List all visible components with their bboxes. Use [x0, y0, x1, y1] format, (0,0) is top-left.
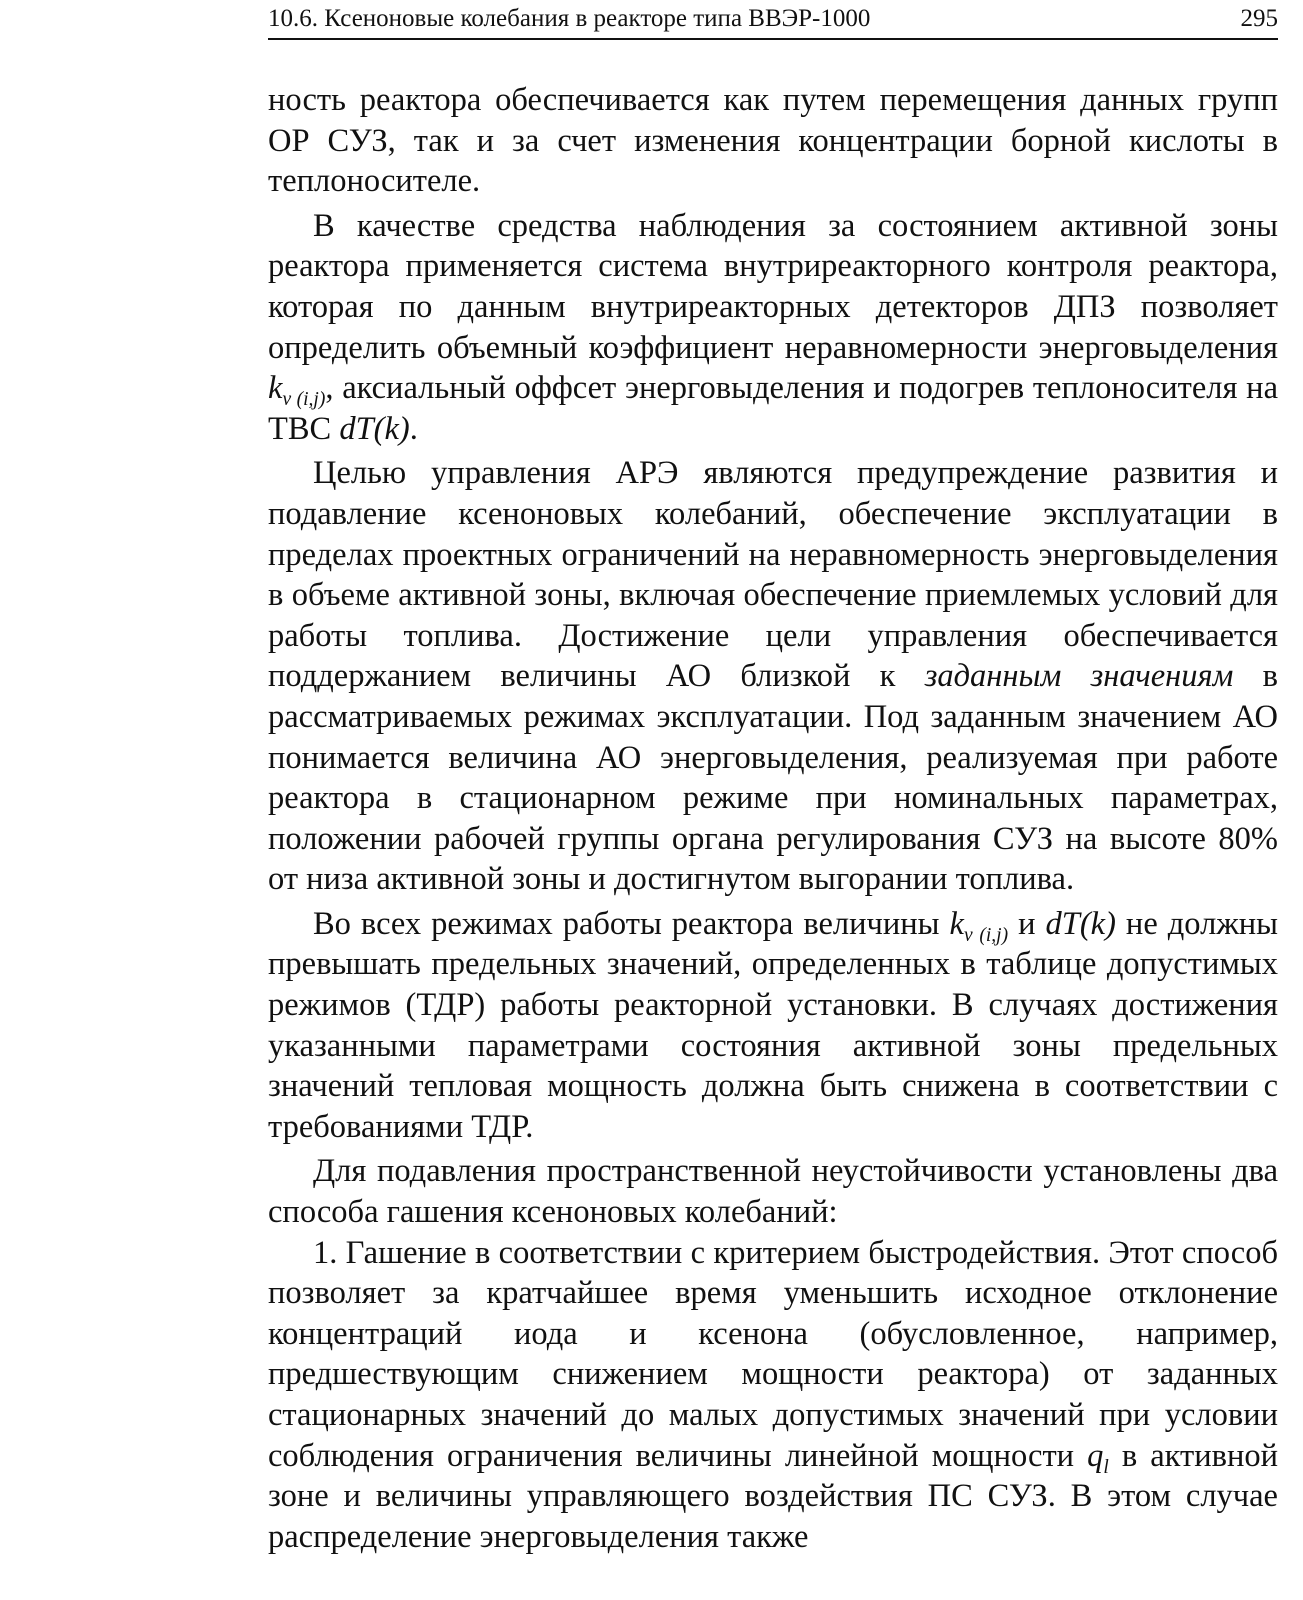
paragraph-4: [268, 904, 1278, 1148]
list-item-1-text-b: в активной зоне и величины управляющего воздействия ПС СУЗ. В этом случае распределение энерговыделения также: [268, 1437, 1279, 1555]
paragraph-4-text-a: Во всех режимах работы реактора величины: [313, 905, 950, 942]
paragraph-2-text-b: , аксиальный оффсет энерговыделения и подогрев теплоносителя на ТВС: [268, 370, 1279, 447]
formula-kv-subscript: v (i,j): [963, 924, 1009, 946]
section-title: 10.6. Ксеноновые колебания в реакторе типа ВВЭР-1000: [268, 5, 871, 32]
paragraph-2-text-c: .: [409, 410, 418, 447]
body-text: [268, 80, 1278, 1557]
emphasis-target-values: заданным значениям: [924, 658, 1234, 695]
formula-ql-subscript: l: [1103, 1456, 1109, 1478]
paragraph-3-text-a: Целью управления АРЭ являются предупреждение развития и подавление ксеноновых колебаний, обеспечение эксплуатации в пределах проектных ограничений на неравномерность энерговыделения в объеме активной зоны, включая обеспечение приемлемых условий для работы топлива. Достижение цели управления обеспечивается поддержанием величины АО близкой к: [268, 455, 1278, 695]
formula-kv: [949, 905, 1009, 946]
formula-kv-subscript: v (i,j): [282, 388, 326, 410]
formula-ql: [1087, 1437, 1109, 1478]
paragraph-4-text-c: не должны превышать предельных значений, определенных в таблице допустимых режимов (ТДР) работы реакторной установки. В случаях достижения указанными параметрами состояния активной зоны предельных значений тепловая мощность должна быть снижена в соответствии с требованиями ТДР.: [268, 905, 1279, 1145]
formula-kv: [268, 370, 326, 410]
formula-kv-base: k: [949, 905, 964, 942]
paragraph-5: [268, 1151, 1278, 1232]
list-item-1: [268, 1233, 1278, 1558]
paragraph-1: [268, 80, 1278, 202]
paragraph-2: [268, 206, 1278, 450]
paragraph-3: [268, 453, 1278, 900]
formula-dt: dT(k): [339, 410, 410, 447]
formula-ql-base: q: [1087, 1437, 1104, 1474]
paragraph-4-text-b: и: [1008, 905, 1046, 942]
paragraph-3-text-b: в рассматриваемых режимах эксплуатации. Под заданным значением АО понимается величина АО энерговыделения, реализуемая при работе реактора в стационарном режиме при номинальных параметрах, положении рабочей группы органа регулирования СУЗ на высоте 80% от низа активной зоны и достигнутом выгорании топлива.: [268, 658, 1278, 898]
paragraph-5-text: Для подавления пространственной неустойчивости установлены два способа гашения ксеноновых колебаний:: [268, 1153, 1278, 1231]
formula-kv-base: k: [268, 370, 283, 407]
running-head: [268, 0, 1278, 40]
list-item-1-text-a: 1. Гашение в соответствии с критерием быстродействия. Этот способ позволяет за кратчайшее время уменьшить исходное отклонение концентраций иода и ксенона (обусловленное, например, предшествующим снижением мощности реактора) от заданных стационарных значений до малых допустимых значений при условии соблюдения ограничения величины линейной мощности: [268, 1234, 1278, 1474]
book-page: [268, 0, 1278, 1561]
paragraph-2-text-a: В качестве средства наблюдения за состоянием активной зоны реактора применяется система внутриреакторного контроля реактора, которая по данным внутриреакторных детекторов ДПЗ позволяет определить объемный коэффициент неравномерности энерговыделения: [268, 207, 1278, 366]
paragraph-1-text: ность реактора обеспечивается как путем перемещения данных групп ОР СУЗ, так и за счет изменения концентрации борной кислоты в теплоносителе.: [268, 82, 1278, 200]
page-number: 295: [1240, 5, 1278, 32]
formula-dt: dT(k): [1045, 905, 1116, 942]
